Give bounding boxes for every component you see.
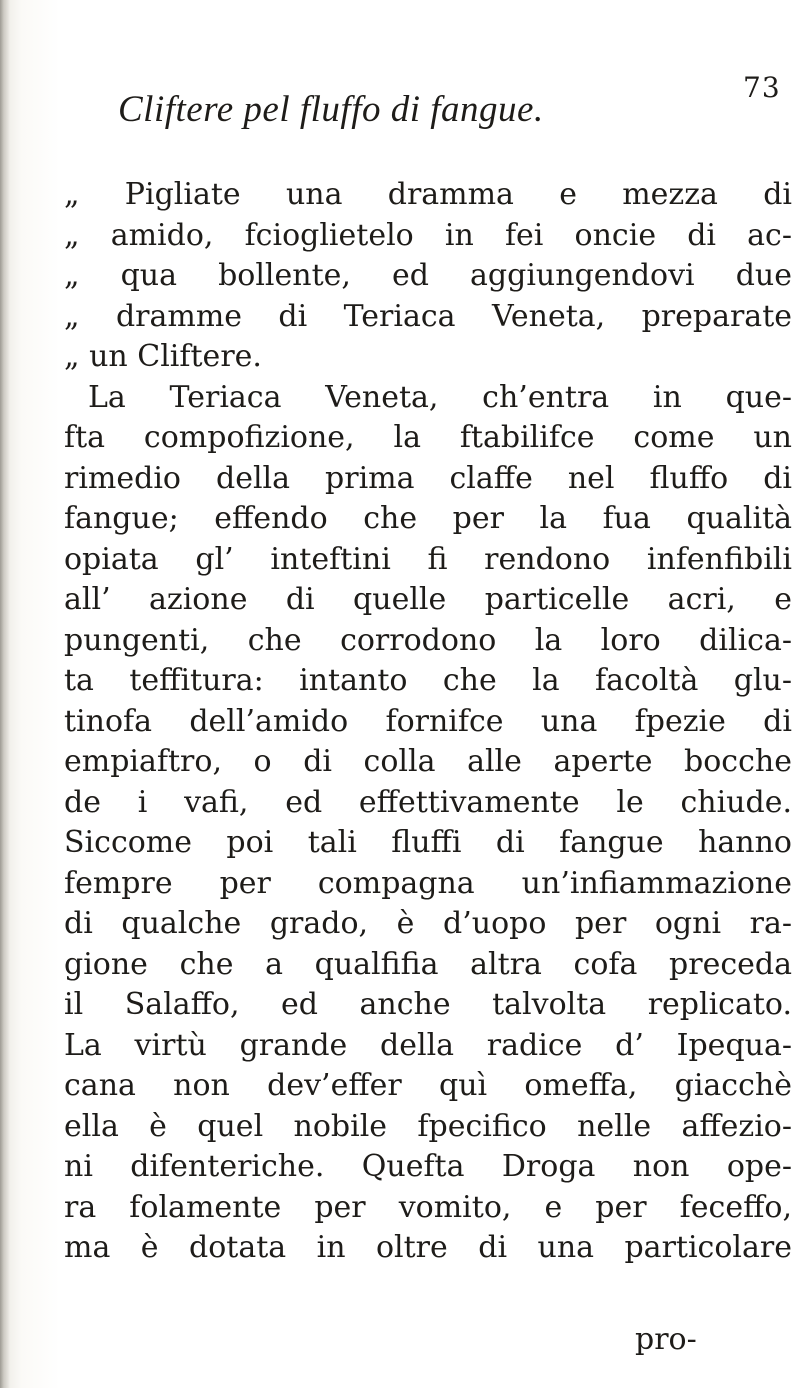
text-line: „ un Cliftere.: [64, 339, 262, 374]
text-line: ella è quel nobile fpecifico nelle affezio-: [64, 1108, 792, 1144]
text-line: „ amido, fcioglietelo in fei oncie di ac-: [64, 217, 792, 253]
text-line: fta compofizione, la ftabilifce come un: [64, 420, 792, 455]
text-line: il Salaffo, ed anche talvolta replicato.: [64, 987, 792, 1022]
text-line: tinofa dell’amido fornifce una fpezie di: [64, 703, 792, 739]
text-line: La virtù grande della radice d’ Ipequa-: [64, 1027, 792, 1063]
text-line: ni difenteriche. Quefta Droga non ope-: [64, 1149, 792, 1184]
text-line: ta teffitura: intanto che la facoltà glu-: [64, 663, 792, 698]
text-line: Siccome poi tali fluffi di fangue hanno: [64, 825, 792, 860]
page-number: 73: [743, 71, 781, 104]
text-line: ma è dotata in oltre di una particolare: [64, 1230, 792, 1265]
text-line: „ Pigliate una dramma e mezza di: [64, 177, 792, 212]
text-line: „ dramme di Teriaca Veneta, preparate: [64, 298, 792, 334]
text-line: di qualche grado, è d’uopo per ogni ra-: [64, 906, 792, 941]
text-line: de i vafi, ed effettivamente le chiude.: [64, 784, 792, 820]
text-line: rimedio della prima claffe nel fluffo di: [64, 460, 792, 496]
text-line: cana non dev’effer quì omeffa, giacchè: [64, 1068, 792, 1103]
text-line: all’ azione di quelle particelle acri, e: [64, 582, 792, 617]
catchword: pro-: [635, 1322, 697, 1357]
running-head: Cliftere pel fluffo di fangue.: [118, 89, 544, 130]
text-line: fempre per compagna un’infiammazione: [64, 865, 792, 901]
text-line: ra folamente per vomito, e per feceffo,: [64, 1189, 792, 1225]
text-line: empiaftro, o di colla alle aperte bocche: [64, 744, 792, 779]
text-line: „ qua bollente, ed aggiungendovi due: [64, 258, 792, 293]
text-line: gione che a qualfifia altra cofa preceda: [64, 946, 792, 982]
page-edge-shadow: [0, 0, 10, 1388]
text-line: La Teriaca Veneta, ch’entra in que-: [88, 379, 792, 415]
text-line: pungenti, che corrodono la loro dilica-: [64, 622, 792, 658]
text-line: fangue; effendo che per la fua qualità: [64, 501, 792, 536]
text-line: opiata gl’ inteftini fi rendono infenfibili: [64, 541, 792, 577]
